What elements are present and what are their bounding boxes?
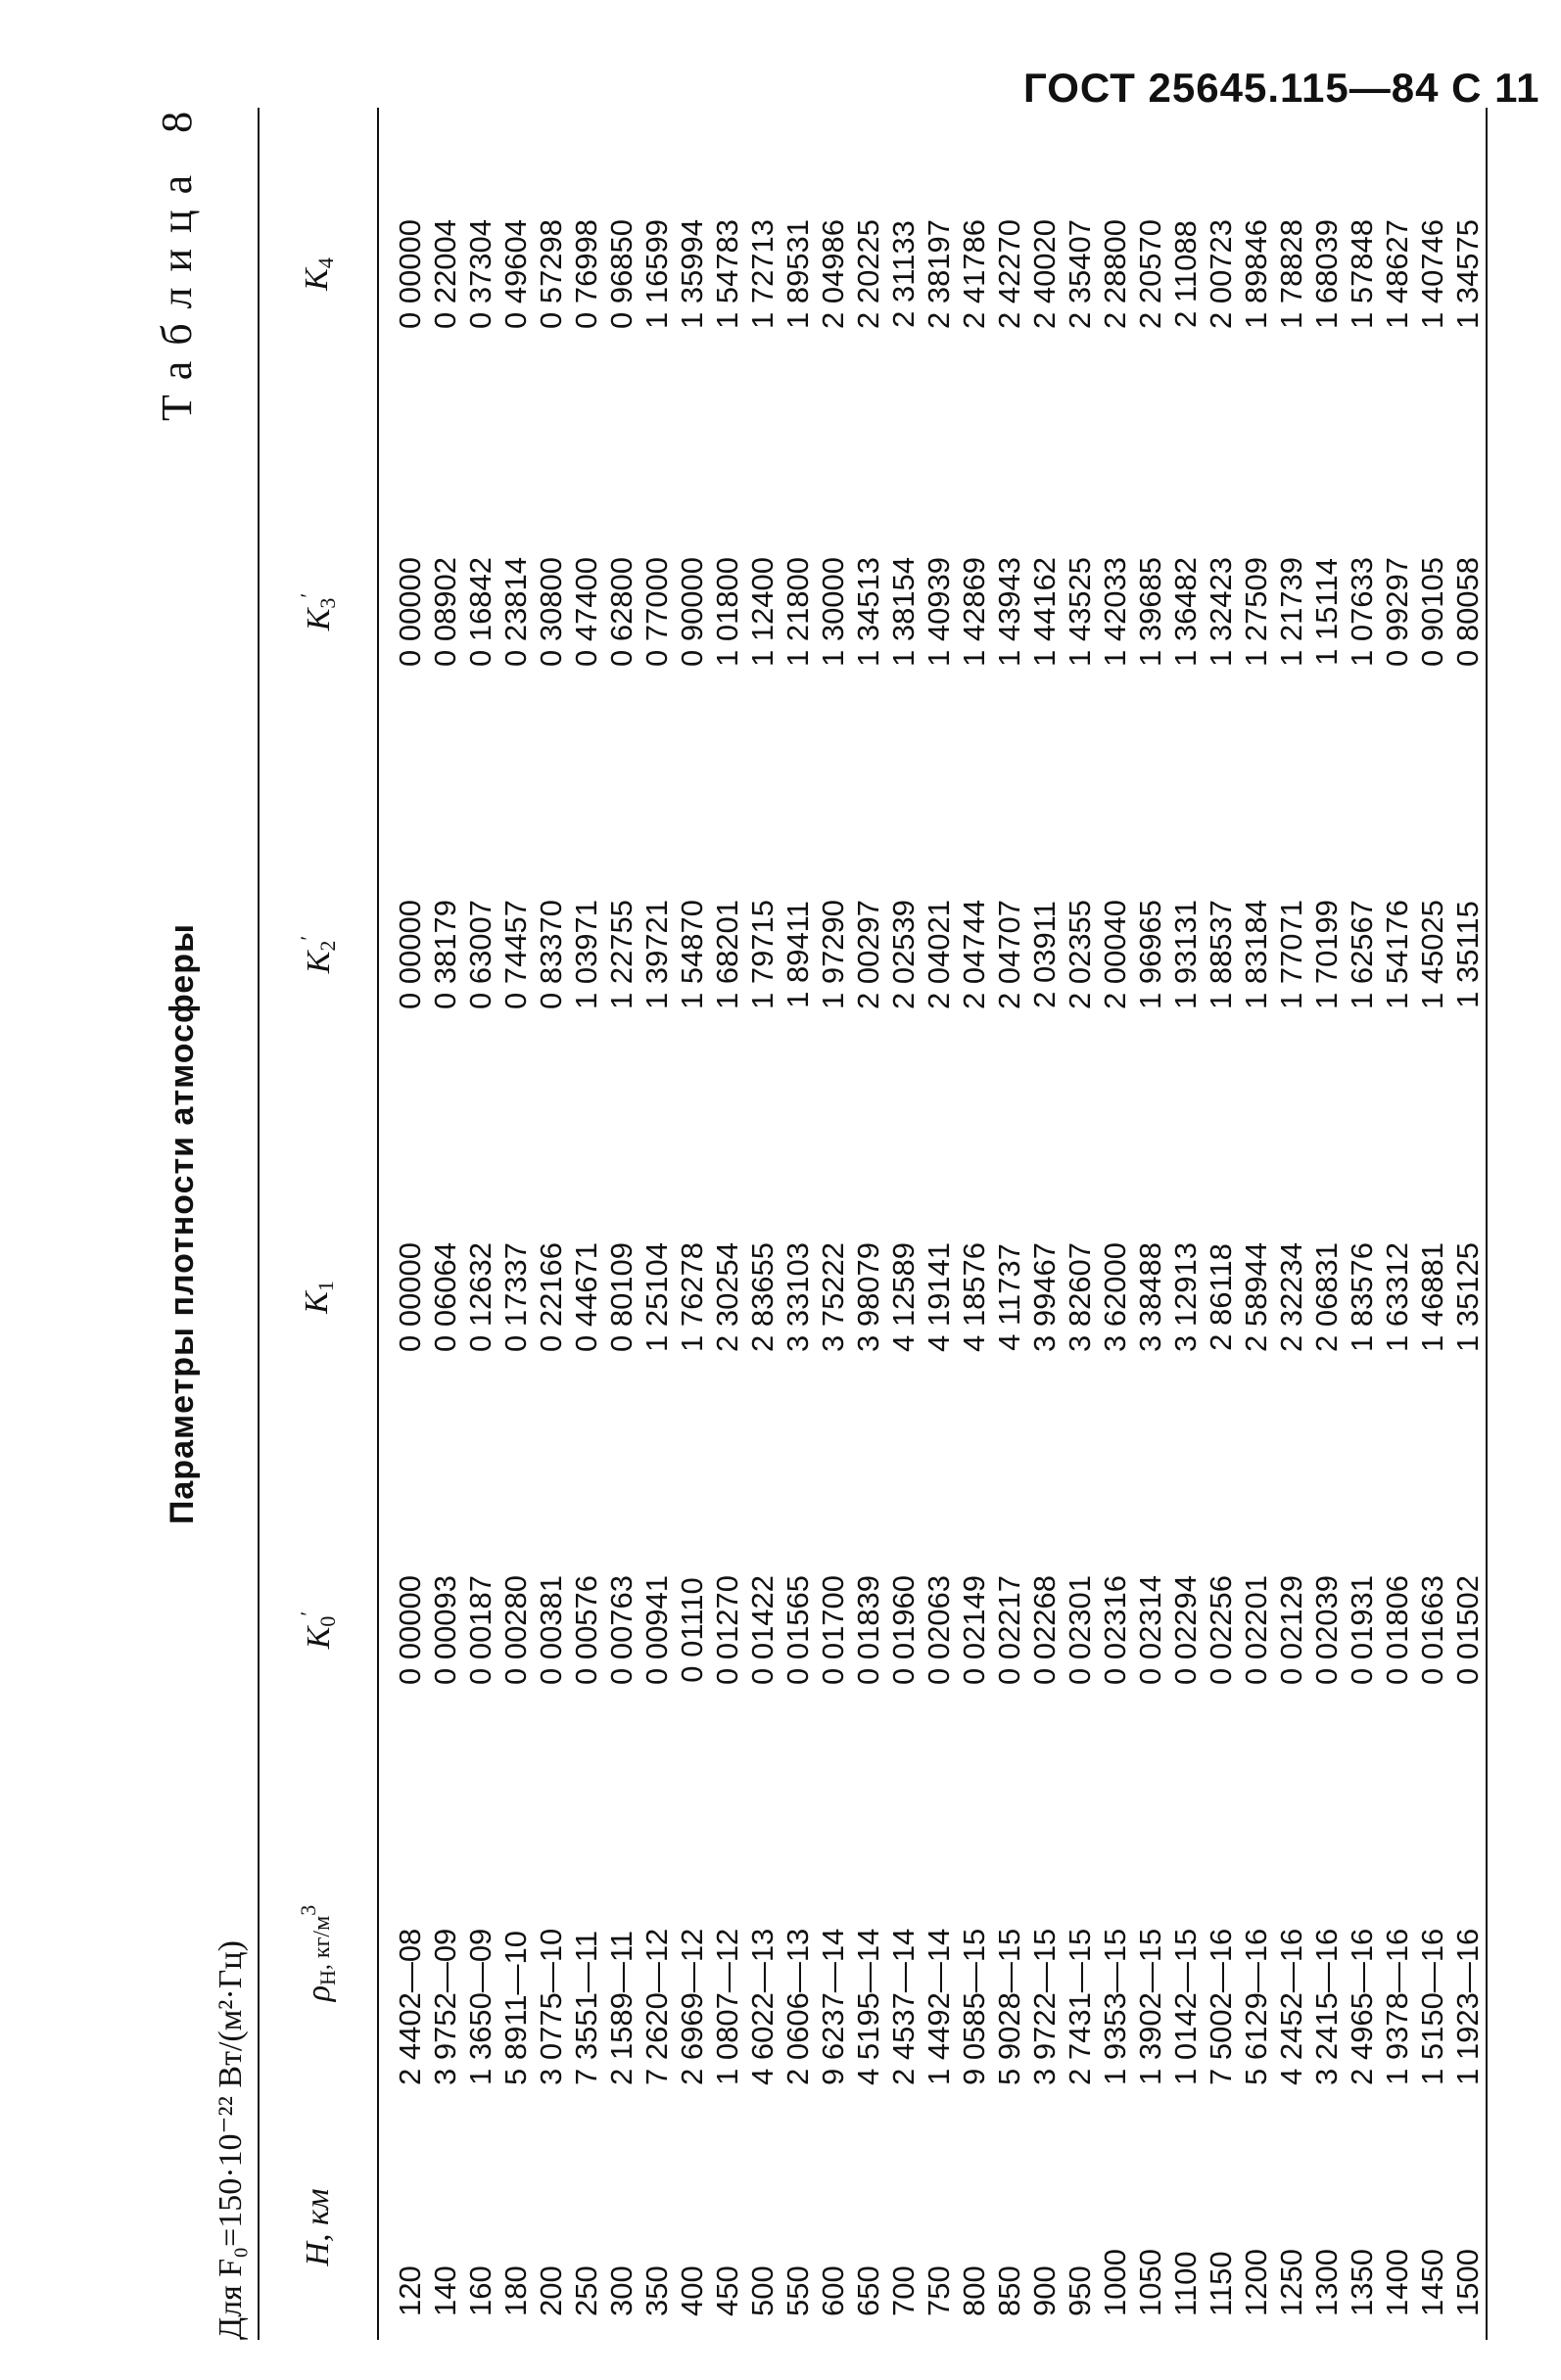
table-row: [922, 108, 957, 2340]
cell-k4: 1 35994: [675, 218, 709, 330]
table-row: [428, 108, 463, 2340]
cell-k1: 3 38488: [1133, 1241, 1167, 1353]
cell-k3: 0 90105: [1415, 556, 1449, 668]
cell-k3: 1 43943: [992, 556, 1026, 668]
cell-k2: 1 54176: [1380, 899, 1414, 1010]
cell-k1: 0 12632: [463, 1241, 497, 1353]
cell-rho: 2 4402—08: [393, 1928, 427, 2085]
cell-k3: 1 40939: [922, 556, 956, 668]
cell-k2: 1 54870: [675, 899, 709, 1010]
cell-k4: 0 76998: [569, 218, 603, 330]
cell-k3: 1 39685: [1133, 556, 1167, 668]
cell-k2: 1 62567: [1345, 899, 1379, 1010]
cell-k2: 1 22755: [604, 899, 639, 1010]
cell-k1: 2 83655: [745, 1241, 780, 1353]
cell-k4: 2 20570: [1133, 218, 1167, 330]
cell-rho: 7 3551—11: [569, 1931, 603, 2085]
table-row: [498, 108, 534, 2340]
cell-rho: 2 0606—13: [780, 1928, 815, 2085]
cell-rho: 1 0807—12: [710, 1928, 744, 2085]
cell-k4: 1 40746: [1415, 218, 1449, 330]
cell-h: 1100: [1168, 2251, 1203, 2316]
cell-h: 900: [1027, 2265, 1062, 2316]
cell-k1: 1 25104: [639, 1241, 674, 1353]
cell-k1: 1 76278: [675, 1241, 709, 1353]
cell-k1: 2 86118: [1204, 1243, 1238, 1351]
cell-h: 950: [1063, 2265, 1097, 2316]
cell-k4: 0 57298: [534, 218, 568, 330]
cell-k0: 0 02268: [1027, 1574, 1062, 1686]
cell-rho: 4 2452—16: [1274, 1928, 1308, 2085]
cell-k2: 1 88537: [1204, 899, 1238, 1010]
cell-h: 1400: [1380, 2249, 1414, 2316]
cell-k0: 0 02314: [1133, 1574, 1167, 1686]
cell-k4: 1 57848: [1345, 218, 1379, 330]
cell-k2: 1 83184: [1239, 899, 1273, 1010]
cell-k0: 0 01422: [745, 1574, 780, 1686]
cell-rho: 2 1589—11: [604, 1931, 639, 2085]
cell-rho: 7 5002—16: [1204, 1928, 1238, 2085]
cell-k2: 1 70199: [1309, 899, 1344, 1010]
cell-k1: 0 06064: [428, 1241, 462, 1353]
cell-k0: 0 02256: [1204, 1574, 1238, 1686]
cell-k0: 0 02129: [1274, 1574, 1308, 1686]
cell-k1: 0 80109: [604, 1241, 639, 1353]
table-row: [463, 108, 498, 2340]
cell-k2: 2 00297: [851, 899, 885, 1010]
cell-k2: 1 97290: [816, 899, 850, 1010]
cell-rho: 3 2415—16: [1309, 1928, 1344, 2085]
cell-k0: 0 01700: [816, 1574, 850, 1686]
table-body: [378, 108, 1487, 2340]
cell-rho: 1 1923—16: [1450, 1928, 1485, 2085]
cell-h: 120: [393, 2265, 427, 2316]
cell-k0: 0 02149: [957, 1574, 991, 1686]
cell-k1: 0 44671: [569, 1241, 603, 1353]
cell-k3: 0 00000: [393, 556, 427, 668]
cell-k0: 0 01839: [851, 1574, 885, 1686]
table-row: [992, 108, 1027, 2340]
cell-k0: 0 01565: [780, 1574, 815, 1686]
cell-k2: 0 83370: [534, 899, 568, 1010]
cell-k4: 1 72713: [745, 218, 780, 330]
cell-k0: 0 01663: [1415, 1574, 1449, 1686]
cell-h: 850: [992, 2265, 1026, 2316]
cell-rho: 1 3650—09: [463, 1928, 497, 2085]
cell-rho: 5 6129—16: [1239, 1928, 1273, 2085]
cell-k3: 1 01800: [710, 556, 744, 668]
cell-k0: 0 01110: [675, 1577, 709, 1683]
cell-k4: 1 16599: [639, 218, 674, 330]
cell-k1: 4 18576: [957, 1241, 991, 1353]
cell-k3: 0 16842: [463, 556, 497, 668]
column-header-k3: $K_3'$: [259, 441, 378, 783]
cell-k2: 1 89411: [780, 901, 815, 1008]
table-row: [1380, 108, 1415, 2340]
cell-k3: 0 47400: [569, 556, 603, 668]
cell-k3: 0 99297: [1380, 556, 1414, 668]
cell-rho: 2 4965—16: [1345, 1928, 1379, 2085]
cell-k3: 0 23814: [498, 556, 533, 668]
cell-rho: 1 5150—16: [1415, 1928, 1449, 2085]
cell-h: 250: [569, 2265, 603, 2316]
cell-k2: 0 63007: [463, 899, 497, 1010]
cell-k0: 0 00093: [428, 1574, 462, 1686]
cell-k2: 2 04744: [957, 899, 991, 1010]
cell-k4: 2 42270: [992, 218, 1026, 330]
cell-h: 300: [604, 2265, 639, 2316]
table-number: Таблица 8: [153, 95, 201, 421]
cell-k1: 4 11737: [992, 1243, 1026, 1351]
cell-k0: 0 01806: [1380, 1574, 1414, 1686]
cell-k0: 0 00576: [569, 1574, 603, 1686]
cell-k0: 0 00941: [639, 1574, 674, 1686]
table-header-row: [259, 108, 378, 2340]
cell-k3: 1 42869: [957, 556, 991, 668]
cell-k4: 0 96850: [604, 218, 639, 330]
cell-k1: 4 19141: [922, 1241, 956, 1353]
cell-rho: 9 6237—14: [816, 1928, 850, 2085]
cell-h: 1300: [1309, 2249, 1344, 2316]
table-row: [1168, 108, 1204, 2340]
cell-h: 1450: [1415, 2249, 1449, 2316]
cell-k2: 2 04021: [922, 899, 956, 1010]
cell-k0: 0 02316: [1098, 1574, 1132, 1686]
cell-k3: 1 21800: [780, 556, 815, 668]
cell-k0: 0 01270: [710, 1574, 744, 1686]
cell-h: 350: [639, 2265, 674, 2316]
table-row: [1133, 108, 1168, 2340]
cell-k4: 0 22004: [428, 218, 462, 330]
cell-rho: 1 4492—14: [922, 1928, 956, 2085]
table-row: [1239, 108, 1274, 2340]
cell-k4: 1 48627: [1380, 218, 1414, 330]
cell-k2: 2 02539: [886, 899, 921, 1010]
cell-k3: 1 12400: [745, 556, 780, 668]
cell-k2: 2 04707: [992, 899, 1026, 1010]
table-row: [1345, 108, 1380, 2340]
cell-k1: 0 17337: [498, 1241, 533, 1353]
column-header-k1: $K_1$: [259, 1126, 378, 1469]
cell-rho: 2 6969—12: [675, 1928, 709, 2085]
cell-k3: 1 43525: [1063, 556, 1097, 668]
cell-rho: 3 9752—09: [428, 1928, 462, 2085]
cell-h: 160: [463, 2265, 497, 2316]
cell-k1: 2 06831: [1309, 1241, 1344, 1353]
cell-k3: 1 27509: [1239, 556, 1273, 668]
cell-rho: 1 9378—16: [1380, 1928, 1414, 2085]
cell-k2: 1 45025: [1415, 899, 1449, 1010]
column-header-k0: $K_0'$: [259, 1469, 378, 1792]
table-row: [816, 108, 851, 2340]
cell-k3: 1 30000: [816, 556, 850, 668]
cell-k1: 3 33103: [780, 1241, 815, 1353]
cell-rho: 1 3902—15: [1133, 1928, 1167, 2085]
cell-k2: 1 68201: [710, 899, 744, 1010]
cell-k2: 1 03971: [569, 899, 603, 1010]
table-row: [1098, 108, 1133, 2340]
cell-k1: 1 46881: [1415, 1241, 1449, 1353]
cell-k3: 0 90000: [675, 556, 709, 668]
cell-k3: 1 44162: [1027, 556, 1062, 668]
cell-h: 1000: [1098, 2249, 1132, 2316]
cell-k4: 2 31133: [886, 220, 921, 328]
cell-h: 1500: [1450, 2249, 1485, 2316]
cell-k0: 0 00763: [604, 1574, 639, 1686]
rotated-table-block: [152, 95, 1542, 2340]
cell-k1: 3 82607: [1063, 1241, 1097, 1353]
cell-k0: 0 00280: [498, 1574, 533, 1686]
cell-k3: 1 21739: [1274, 556, 1308, 668]
cell-k3: 1 32423: [1204, 556, 1238, 668]
cell-k0: 0 02294: [1168, 1574, 1203, 1686]
cell-k4: 2 20225: [851, 218, 885, 330]
cell-k3: 0 80058: [1450, 556, 1485, 668]
cell-h: 500: [745, 2265, 780, 2316]
cell-k4: 0 49604: [498, 218, 533, 330]
cell-h: 1050: [1133, 2249, 1167, 2316]
table-condition: Для F₀=150·10⁻²² Вт/(м²·Гц): [213, 1940, 249, 2340]
cell-k1: 1 83576: [1345, 1241, 1379, 1353]
cell-h: 180: [498, 2265, 533, 2316]
cell-k1: 3 99467: [1027, 1241, 1062, 1353]
table-row: [378, 108, 428, 2340]
column-header-k2: $K_2'$: [259, 783, 378, 1126]
cell-h: 450: [710, 2265, 744, 2316]
cell-k0: 0 01960: [886, 1574, 921, 1686]
column-header-h: H, км: [259, 2115, 378, 2340]
table-row: [1415, 108, 1450, 2340]
cell-k1: 3 75222: [816, 1241, 850, 1353]
cell-k1: 2 30254: [710, 1241, 744, 1353]
table-row: [780, 108, 816, 2340]
page-header: ГОСТ 25645.115—84 С 11: [1023, 65, 1540, 111]
cell-rho: 4 6022—13: [745, 1928, 780, 2085]
cell-k2: 1 93131: [1168, 899, 1203, 1010]
cell-rho: 2 7431—15: [1063, 1928, 1097, 2085]
cell-k1: 0 22166: [534, 1241, 568, 1353]
table-row: [851, 108, 886, 2340]
cell-k4: 2 11088: [1168, 220, 1203, 328]
table-row: [1274, 108, 1309, 2340]
table-row: [1450, 108, 1487, 2340]
cell-k1: 2 58944: [1239, 1241, 1273, 1353]
cell-k3: 0 62800: [604, 556, 639, 668]
cell-h: 140: [428, 2265, 462, 2316]
cell-rho: 3 9722—15: [1027, 1928, 1062, 2085]
cell-k2: 1 77071: [1274, 899, 1308, 1010]
table-row: [710, 108, 745, 2340]
cell-k1: 3 12913: [1168, 1241, 1203, 1353]
cell-rho: 1 9353—15: [1098, 1928, 1132, 2085]
cell-k0: 0 02039: [1309, 1574, 1344, 1686]
cell-rho: 9 0585—15: [957, 1928, 991, 2085]
cell-k4: 2 35407: [1063, 218, 1097, 330]
cell-k1: 2 32234: [1274, 1241, 1308, 1353]
cell-h: 400: [675, 2265, 709, 2316]
cell-k1: 4 12589: [886, 1241, 921, 1353]
cell-k3: 0 30800: [534, 556, 568, 668]
cell-k2: 1 96965: [1133, 899, 1167, 1010]
cell-k3: 0 77000: [639, 556, 674, 668]
cell-k0: 0 02201: [1239, 1574, 1273, 1686]
cell-k2: 1 35115: [1450, 901, 1485, 1008]
table-row: [886, 108, 922, 2340]
table-title: Параметры плотности атмосферы: [164, 922, 201, 1525]
cell-k2: 2 00040: [1098, 899, 1132, 1010]
table-row: [639, 108, 675, 2340]
cell-rho: 7 2620—12: [639, 1928, 674, 2085]
cell-k2: 1 39721: [639, 899, 674, 1010]
table-row: [1063, 108, 1098, 2340]
cell-k4: 1 78828: [1274, 218, 1308, 330]
cell-k2: 1 79715: [745, 899, 780, 1010]
cell-k2: 2 02355: [1063, 899, 1097, 1010]
cell-h: 1150: [1204, 2251, 1238, 2316]
column-header-k4: $K_4$: [259, 108, 378, 441]
cell-k4: 1 34575: [1450, 218, 1485, 330]
cell-k3: 1 42033: [1098, 556, 1132, 668]
cell-k4: 2 00723: [1204, 218, 1238, 330]
cell-h: 1350: [1345, 2249, 1379, 2316]
table-row: [604, 108, 639, 2340]
cell-h: 1250: [1274, 2249, 1308, 2316]
cell-k2: 0 00000: [393, 899, 427, 1010]
cell-k4: 1 89531: [780, 218, 815, 330]
cell-h: 200: [534, 2265, 568, 2316]
cell-k2: 2 03911: [1027, 901, 1062, 1008]
cell-k4: 1 89846: [1239, 218, 1273, 330]
cell-k0: 0 02063: [922, 1574, 956, 1686]
cell-k0: 0 01502: [1450, 1574, 1485, 1686]
cell-k0: 0 01931: [1345, 1574, 1379, 1686]
table-row: [534, 108, 569, 2340]
table-row: [675, 108, 710, 2340]
cell-k1: 3 98079: [851, 1241, 885, 1353]
cell-rho: 5 9028—15: [992, 1928, 1026, 2085]
cell-h: 750: [922, 2265, 956, 2316]
cell-k0: 0 02217: [992, 1574, 1026, 1686]
cell-k4: 2 38197: [922, 218, 956, 330]
table-row: [745, 108, 780, 2340]
cell-k4: 2 41786: [957, 218, 991, 330]
cell-h: 700: [886, 2265, 921, 2316]
cell-k3: 0 08902: [428, 556, 462, 668]
cell-k1: 1 63312: [1380, 1241, 1414, 1353]
cell-k3: 1 34513: [851, 556, 885, 668]
cell-k4: 0 00000: [393, 218, 427, 330]
cell-rho: 1 0142—15: [1168, 1928, 1203, 2085]
cell-k1: 0 00000: [393, 1241, 427, 1353]
cell-k0: 0 00000: [393, 1574, 427, 1686]
cell-h: 650: [851, 2265, 885, 2316]
cell-k0: 0 02301: [1063, 1574, 1097, 1686]
cell-k0: 0 00187: [463, 1574, 497, 1686]
cell-rho: 2 4537—14: [886, 1928, 921, 2085]
cell-h: 550: [780, 2265, 815, 2316]
cell-rho: 4 5195—14: [851, 1928, 885, 2085]
cell-h: 1200: [1239, 2249, 1273, 2316]
cell-k2: 0 38179: [428, 899, 462, 1010]
cell-k4: 2 28800: [1098, 218, 1132, 330]
cell-k4: 1 54783: [710, 218, 744, 330]
cell-k4: 0 37304: [463, 218, 497, 330]
cell-k4: 2 40020: [1027, 218, 1062, 330]
cell-k3: 1 07633: [1345, 556, 1379, 668]
table-row: [957, 108, 992, 2340]
cell-k4: 1 68039: [1309, 218, 1344, 330]
cell-k3: 1 38154: [886, 556, 921, 668]
cell-rho: 3 0775—10: [534, 1928, 568, 2085]
table-row: [569, 108, 604, 2340]
table-row: [1309, 108, 1345, 2340]
cell-k3: 1 15114: [1309, 558, 1344, 666]
cell-h: 600: [816, 2265, 850, 2316]
cell-k2: 0 74457: [498, 899, 533, 1010]
table-row: [1204, 108, 1239, 2340]
cell-rho: 5 8911—10: [498, 1931, 533, 2085]
cell-k1: 1 35125: [1450, 1241, 1485, 1353]
table-row: [1027, 108, 1063, 2340]
cell-k1: 3 62000: [1098, 1241, 1132, 1353]
column-header-rho: $\rho_H$, $кг/м^3$: [259, 1792, 378, 2115]
cell-h: 800: [957, 2265, 991, 2316]
density-table: [258, 108, 1488, 2340]
cell-k4: 2 04986: [816, 218, 850, 330]
cell-k0: 0 00381: [534, 1574, 568, 1686]
cell-k3: 1 36482: [1168, 556, 1203, 668]
